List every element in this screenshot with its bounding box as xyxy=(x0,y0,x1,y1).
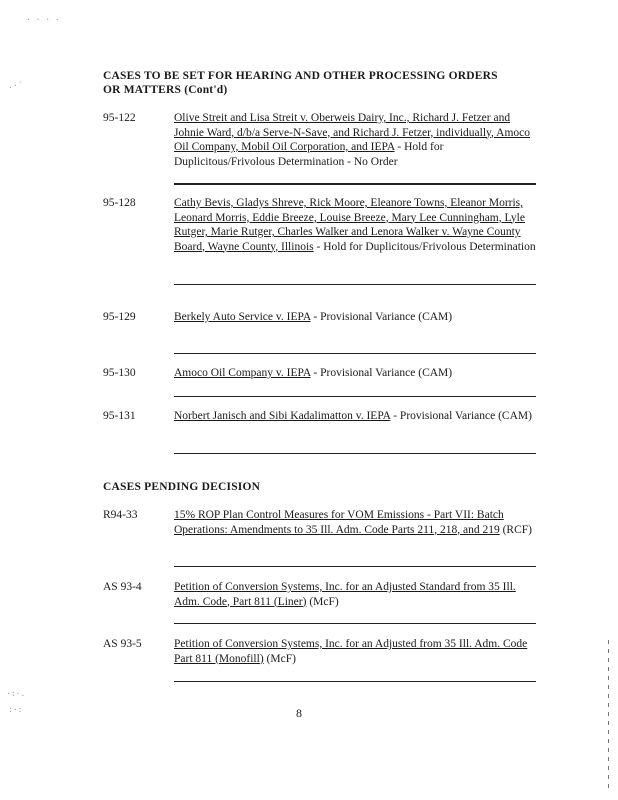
case-number: AS 93-4 xyxy=(103,581,142,593)
case-title: Cathy Bevis, Gladys Shreve, Rick Moore, Eleanore Towns, Eleanor Morris, Leonard Morris, Eddie Breeze, Louise Breeze, Mary Lee Cunningham, Lyle Rutger, Marie Rutger, Charles Walker and Lenora Walker v. Wayne County Board, Wayne County, Illinois xyxy=(174,197,525,253)
case-description xyxy=(174,310,536,325)
case-title: Berkely Auto Service v. IEPA xyxy=(174,311,311,323)
case-description xyxy=(174,637,536,666)
separator-rule xyxy=(174,396,536,397)
heading-line-2: OR MATTERS (Cont'd) xyxy=(103,84,228,96)
separator-rule xyxy=(174,183,536,185)
separator-rule xyxy=(174,681,536,682)
case-number: 95-128 xyxy=(103,197,136,209)
case-title: Petition of Conversion Systems, Inc. for an Adjusted from 35 Ill. Adm. Code Part 811 (Monofill) xyxy=(174,638,528,665)
case-status: - Provisional Variance (CAM) xyxy=(310,311,453,323)
separator-rule xyxy=(174,453,536,454)
case-number: AS 93-5 xyxy=(103,638,142,650)
case-status: (McF) xyxy=(263,652,296,665)
case-number: 95-129 xyxy=(103,311,136,323)
scan-speck: ·:·. xyxy=(6,689,26,698)
case-number: 95-130 xyxy=(103,367,136,379)
case-number: R94-33 xyxy=(103,509,138,521)
case-description xyxy=(174,409,536,424)
scan-margin-line xyxy=(608,640,609,790)
case-description xyxy=(174,111,536,169)
separator-rule xyxy=(174,284,536,285)
case-status: - Provisional Variance (CAM) xyxy=(310,367,453,379)
case-description xyxy=(174,508,536,537)
case-title: Petition of Conversion Systems, Inc. for an Adjusted Standard from 35 Ill. Adm. Code, Part 811 (Liner) xyxy=(174,581,516,608)
case-status: (McF) xyxy=(306,595,339,608)
case-status: - Hold for Duplicitous/Frivolous Determination xyxy=(313,240,536,253)
case-status: - Hold for Duplicitous/Frivolous Determination - No Order xyxy=(174,141,444,168)
case-description xyxy=(174,580,536,609)
case-title: Norbert Janisch and Sibi Kadalimatton v. IEPA xyxy=(174,410,391,422)
heading-line-1: CASES TO BE SET FOR HEARING AND OTHER PROCESSING ORDERS xyxy=(103,70,498,82)
case-number: 95-122 xyxy=(103,112,136,124)
section-heading-hearing xyxy=(103,69,543,97)
case-description xyxy=(174,366,536,381)
page-number: 8 xyxy=(296,706,302,720)
scan-speck: :·: xyxy=(8,705,23,714)
case-description xyxy=(174,196,536,254)
case-title: Olive Streit and Lisa Streit v. Oberweis Dairy, Inc., Richard J. Fetzer and Johnie Ward, d/b/a Serve-N-Save, and Richard J. Fetzer, individually, Amoco Oil Company, Mobil Oil Corporation, and IEPA xyxy=(174,112,530,153)
scan-speck: .·´ xyxy=(8,81,23,90)
case-number: 95-131 xyxy=(103,410,136,422)
section-heading-pending: CASES PENDING DECISION xyxy=(103,481,261,493)
case-status: - Provisional Variance (CAM) xyxy=(390,410,532,422)
separator-rule xyxy=(174,623,536,624)
case-title: Amoco Oil Company v. IEPA xyxy=(174,367,311,379)
separator-rule xyxy=(174,566,536,567)
separator-rule xyxy=(174,353,536,354)
scan-speck: · · · · xyxy=(26,15,60,24)
case-status: (RCF) xyxy=(499,523,532,536)
case-title: 15% ROP Plan Control Measures for VOM Emissions - Part VII: Batch Operations: Amendments to 35 Ill. Adm. Code Parts 211, 218, and 219 xyxy=(174,509,504,536)
